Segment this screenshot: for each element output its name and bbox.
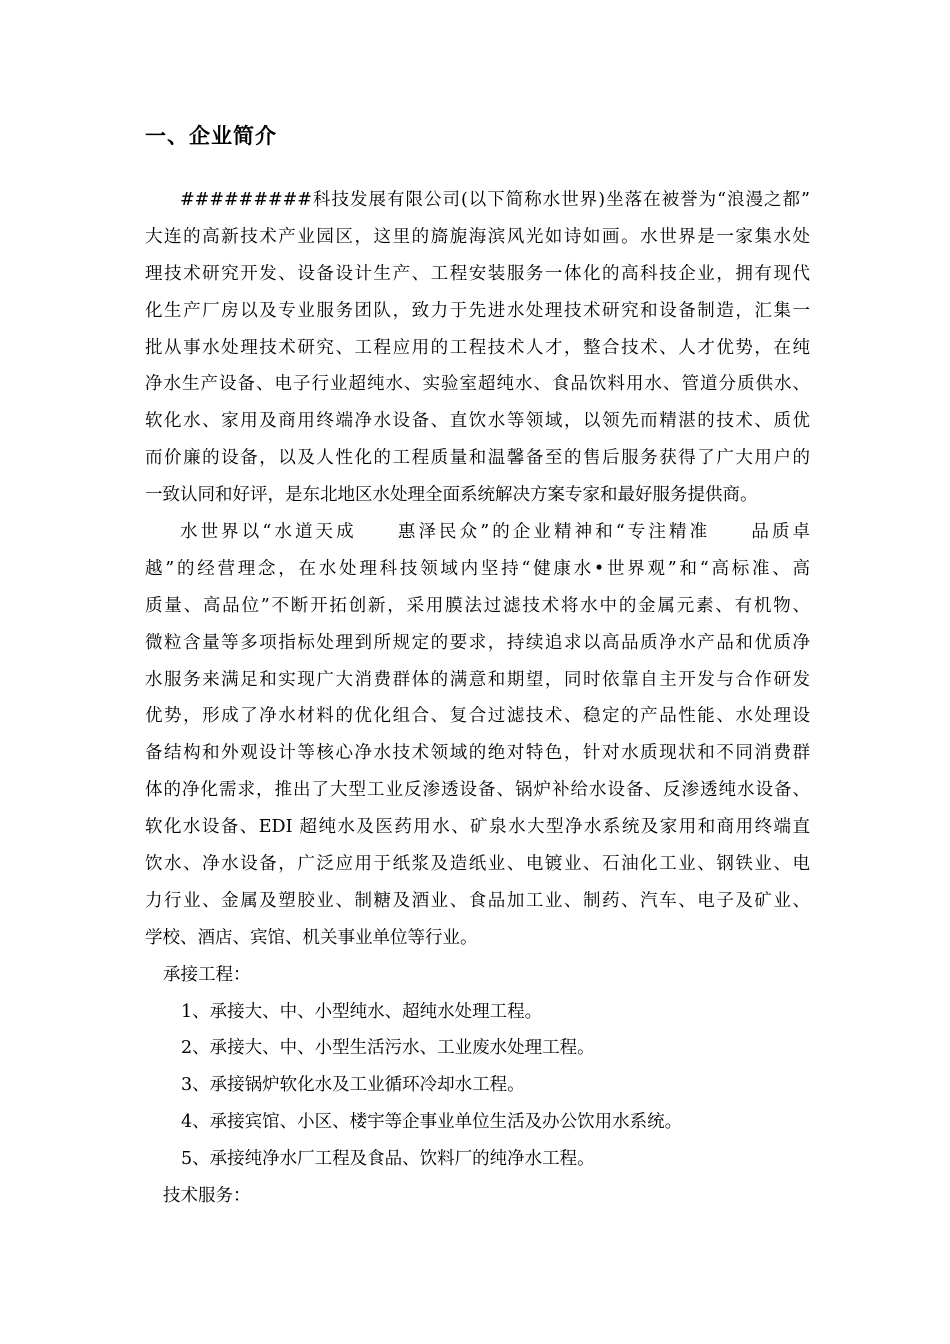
body-text (145, 182, 810, 1215)
paragraph2-line: 软化水设备、EDI 超纯水及医药用水、矿泉水大型净水系统及家用和商用终端直 (145, 817, 810, 838)
paragraph2-line: 力行业、金属及塑胶业、制糖及酒业、食品加工业、制药、汽车、电子及矿业、 (145, 890, 810, 911)
project-item: 4、承接宾馆、小区、楼宇等企事业单位生活及办公饮用水系统。 (181, 1112, 683, 1133)
project-item: 1、承接大、中、小型纯水、超纯水处理工程。 (181, 1001, 543, 1022)
paragraph2-line: 优势，形成了净水材料的优化组合、复合过滤技术、稳定的产品性能、水处理设 (145, 706, 810, 727)
paragraph1-line: 软化水、家用及商用终端净水设备、直饮水等领域，以领先而精湛的技术、质优 (145, 411, 810, 432)
paragraph1-line: 一致认同和好评，是东北地区水处理全面系统解决方案专家和最好服务提供商。 (145, 485, 758, 506)
paragraph2-line: 微粒含量等多项指标处理到所规定的要求，持续追求以高品质净水产品和优质净 (145, 632, 810, 653)
projects-label: 承接工程： (163, 964, 251, 985)
project-item: 5、承接纯净水厂工程及食品、饮料厂的纯净水工程。 (181, 1149, 595, 1170)
paragraph2-line: 饮水、净水设备，广泛应用于纸浆及造纸业、电镀业、石油化工业、钢铁业、电 (145, 854, 810, 875)
paragraph2-line: 体的净化需求，推出了大型工业反渗透设备、锅炉补给水设备、反渗透纯水设备、 (145, 780, 810, 801)
paragraph1-line: 理技术研究开发、设备设计生产、工程安装服务一体化的高科技企业，拥有现代 (145, 263, 810, 284)
paragraph1-line: 净水生产设备、电子行业超纯水、实验室超纯水、食品饮料用水、管道分质供水、 (145, 374, 810, 395)
paragraph2-line: 越”的经营理念，在水处理科技领域内坚持“健康水•世界观”和“高标准、高 (145, 558, 810, 579)
paragraph2-line: 水服务来满足和实现广大消费群体的满意和期望，同时依靠自主开发与合作研发 (145, 669, 810, 690)
paragraph1-line: 而价廉的设备，以及人性化的工程质量和温馨备至的售后服务获得了广大用户的 (145, 448, 810, 469)
project-item: 3、承接锅炉软化水及工业循环冷却水工程。 (181, 1075, 525, 1096)
paragraph1-line: 批从事水处理技术研究、工程应用的工程技术人才，整合技术、人才优势，在纯 (145, 337, 810, 358)
paragraph1-line: #########科技发展有限公司(以下简称水世界)坐落在被誉为“浪漫之都” (180, 190, 810, 210)
paragraph2-line: 水世界以“水道天成 惠泽民众”的企业精神和“专注精准 品质卓 (180, 522, 810, 543)
project-item: 2、承接大、中、小型生活污水、工业废水处理工程。 (181, 1038, 595, 1059)
paragraph2-line: 质量、高品位”不断开拓创新，采用膜法过滤技术将水中的金属元素、有机物、 (145, 595, 810, 616)
paragraph2-line: 学校、酒店、宾馆、机关事业单位等行业。 (145, 927, 478, 948)
section-heading: 一、企业简介 (145, 124, 277, 148)
paragraph1-line: 化生产厂房以及专业服务团队，致力于先进水处理技术研究和设备制造，汇集一 (145, 300, 810, 321)
services-label: 技术服务： (163, 1186, 251, 1207)
paragraph2-line: 备结构和外观设计等核心净水技术领域的绝对特色，针对水质现状和不同消费群 (145, 743, 810, 764)
paragraph1-line: 大连的高新技术产业园区，这里的旖旎海滨风光如诗如画。水世界是一家集水处 (145, 226, 810, 247)
